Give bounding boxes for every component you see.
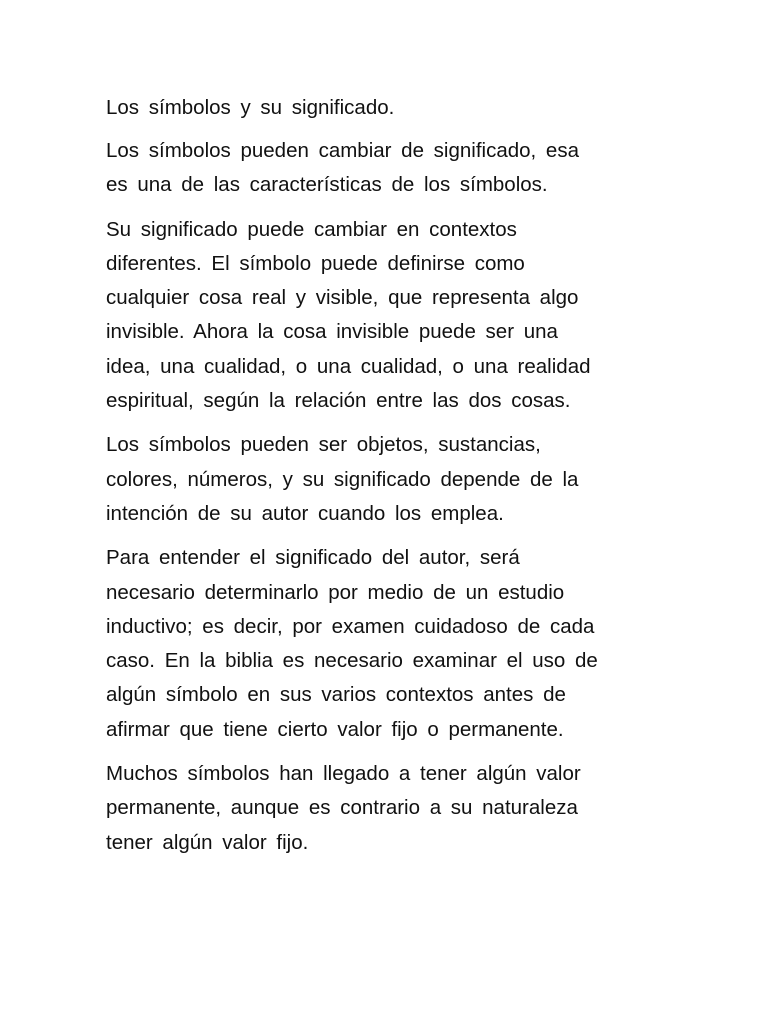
document-title: Los símbolos y su significado.: [106, 96, 395, 119]
paragraph-line: necesario determinarlo por medio de un estudio: [106, 580, 565, 604]
paragraph-line: invisible. Ahora la cosa invisible puede ser una: [106, 320, 558, 344]
paragraph-line: intención de su autor cuando los emplea.: [106, 501, 504, 525]
document-body: [106, 93, 676, 870]
paragraph-line: afirmar que tiene cierto valor fijo o permanente.: [106, 717, 564, 741]
paragraph-line: Los símbolos pueden cambiar de significado, esa: [106, 139, 579, 162]
paragraph-line: Para entender el significado del autor, será: [106, 546, 520, 570]
paragraph-line: inductivo; es decir, por examen cuidadoso de cada: [106, 614, 595, 638]
paragraph-1: [106, 134, 676, 203]
paragraph-line: diferentes. El símbolo puede definirse como: [106, 251, 525, 275]
paragraph-line: tener algún valor fijo.: [106, 830, 309, 854]
paragraph-line: espiritual, según la relación entre las dos cosas.: [106, 389, 571, 413]
paragraph-line: Muchos símbolos han llegado a tener algún valor: [106, 762, 581, 786]
paragraph-line: Su significado puede cambiar en contextos: [106, 217, 517, 241]
paragraph-line: idea, una cualidad, o una cualidad, o una realidad: [106, 354, 591, 378]
paragraph-2: [106, 213, 676, 419]
paragraph-5: [106, 757, 676, 860]
paragraph-4: [106, 541, 676, 747]
paragraph-3: [106, 428, 676, 531]
paragraph-line: caso. En la biblia es necesario examinar el uso de: [106, 649, 598, 673]
paragraph-line: permanente, aunque es contrario a su naturaleza: [106, 796, 578, 820]
paragraph-line: es una de las características de los símbolos.: [106, 173, 548, 197]
paragraph-line: cualquier cosa real y visible, que representa algo: [106, 286, 579, 310]
paragraph-line: colores, números, y su significado depende de la: [106, 467, 579, 491]
paragraph-line: algún símbolo en sus varios contextos antes de: [106, 683, 566, 707]
paragraph-line: Los símbolos pueden ser objetos, sustancias,: [106, 433, 541, 457]
